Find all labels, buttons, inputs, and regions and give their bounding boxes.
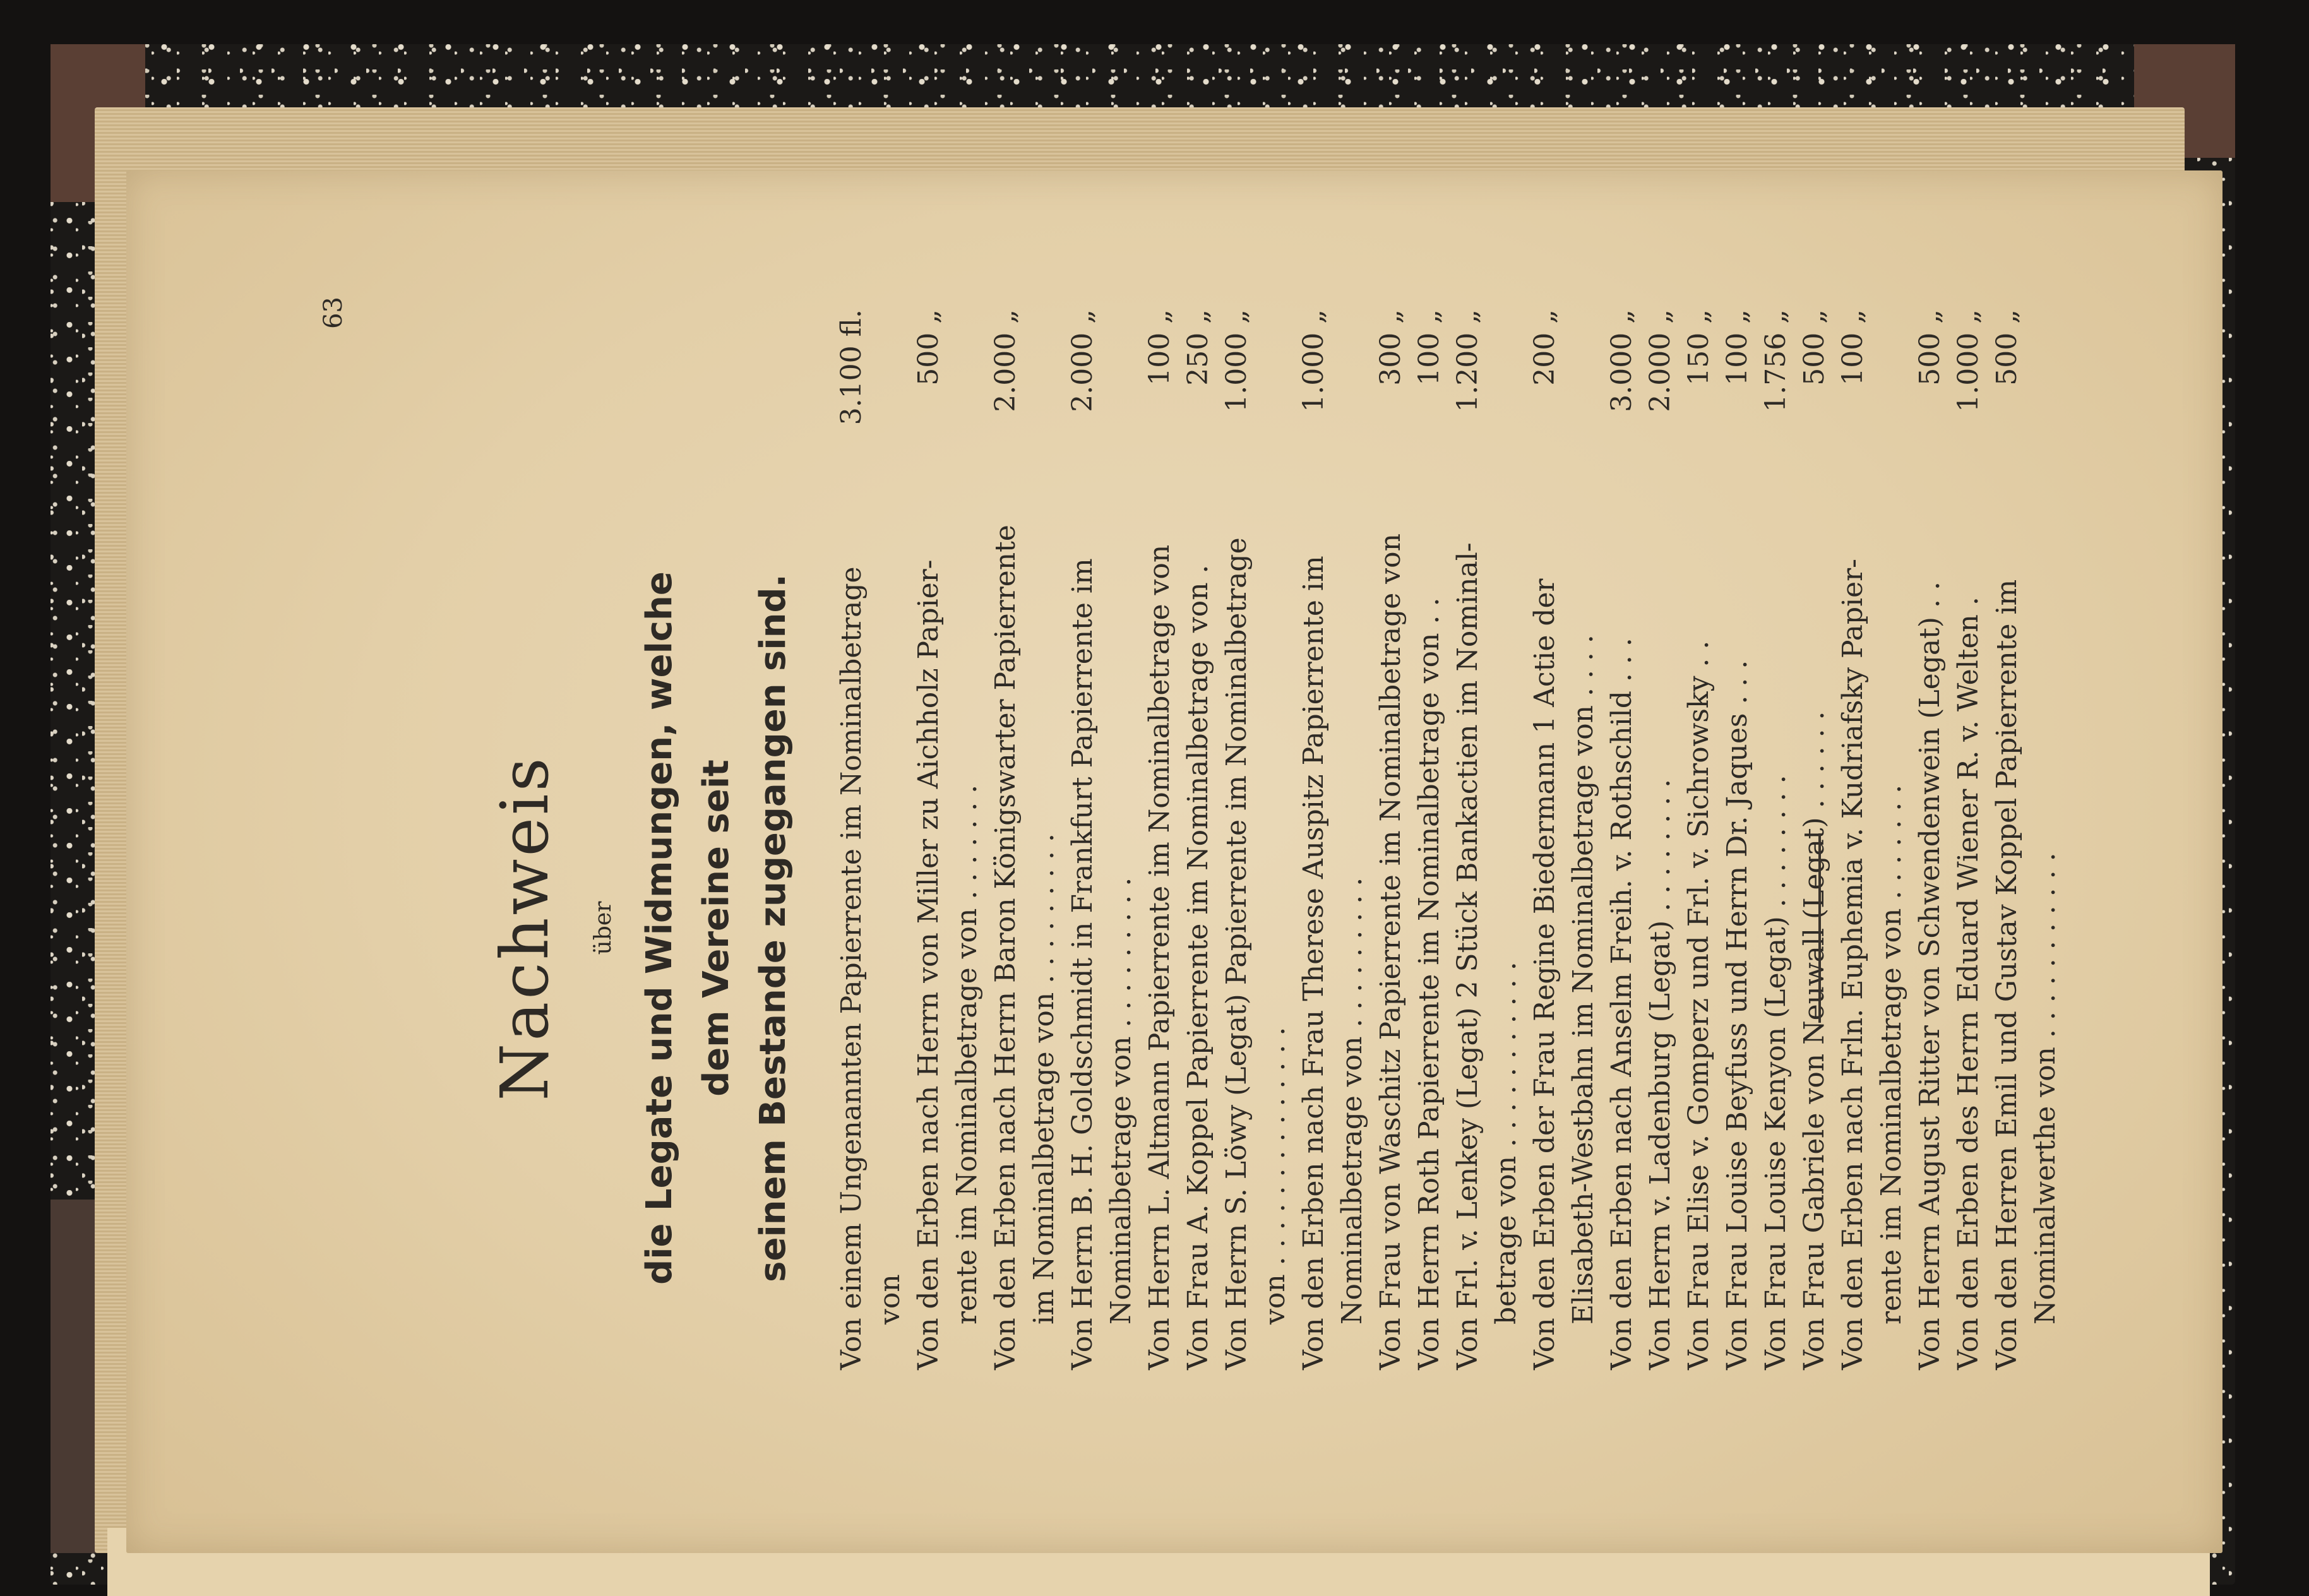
legacy-entry [1641,309,1680,1370]
entry-line: Von Herrn L. Altmann Papierrente im Nominalbetrage von [1143,544,1176,1370]
entry-description [1988,511,2065,1370]
entry-line: Von den Erben der Frau Regine Biedermann 1 Actie der [1529,578,1561,1370]
entry-amount: 250 „ [1182,309,1214,386]
entry-amount: 300 „ [1375,309,1407,386]
entry-description [986,511,1063,1370]
legacy-entry [1949,309,1988,1370]
legacy-entry [1525,309,1602,1370]
entry-description [1410,511,1448,1370]
entry-description [909,511,986,1370]
entry-line: Von den Erben nach Frln. Euphemia v. Kudriafsky Papier- [1837,558,1869,1370]
entry-line: im Nominalbetrage von . . . . . . . . . [1028,833,1060,1325]
entry-line: Von Herrn v. Ladenburg (Legat) . . . . . . . . [1644,778,1676,1370]
legacy-entry [909,309,986,1370]
legacy-entry [1680,309,1718,1370]
legacy-entry [1757,309,1795,1370]
page-subtitle [631,549,802,1307]
entry-line: Von den Erben des Herrn Eduard Wiener R. v. Welten . [1952,597,1984,1370]
entry-line: Von den Erben nach Herrn Baron Königswarter Papierrente [989,525,1022,1370]
entry-line: Von Frau Elise v. Gomperz und Frl. v. Sichrowsky . . [1683,640,1715,1370]
entry-amount: 500 „ [1914,309,1946,386]
entry-amount: 100 „ [1413,309,1445,386]
legacy-entry [832,309,909,1370]
entry-line: Von Frau Louise Beyfuss und Herrn Dr. Jaques . . . [1721,660,1753,1370]
entry-line: Von den Erben nach Anselm Freih. v. Rothschild . . . [1606,638,1638,1370]
legacy-entry [1063,309,1140,1370]
page-number: 63 [319,297,348,329]
legacy-entry [1410,309,1448,1370]
entry-line: Von Frl. v. Lenkey (Legat) 2 Stück Bankactien im Nominal- [1452,542,1484,1370]
legacy-entry [1718,309,1757,1370]
entry-line: Elisabeth-Westbahn im Nominalbetrage von . . . . [1567,634,1599,1325]
entry-amount: 150 „ [1683,309,1715,386]
entry-amount: 500 „ [1991,309,2023,386]
legacy-entry [1217,309,1294,1370]
legacy-entry [1140,309,1179,1370]
entry-line: Von den Herren Emil und Gustav Koppel Papierrente im [1991,579,2023,1370]
legacy-list [832,309,2065,1370]
legacy-entry [1294,309,1371,1370]
entry-description [1448,511,1525,1370]
entry-description [1063,511,1140,1370]
entry-line: Von Frau A. Koppel Papierrente im Nominalbetrage von . [1182,564,1214,1370]
entry-line: Nominalbetrage von . . . . . . . . . [1336,877,1368,1325]
page-text [271,297,2061,1370]
entry-description [1602,511,1641,1370]
entry-amount: 3.100 fl. [835,309,868,426]
entry-line: Von Herrn Roth Papierrente im Nominalbetrage von . . [1413,597,1445,1370]
legacy-entry [1988,309,2065,1370]
entry-amount: 100 „ [1721,309,1753,386]
entry-line: Von den Erben nach Frau Therese Auspitz Papierrente im [1298,556,1330,1370]
entry-amount: 200 „ [1529,309,1561,386]
entry-amount: 1.200 „ [1452,309,1484,412]
entry-line: Von Herrn S. Löwy (Legat) Papierrente im Nominalbetrage [1220,537,1253,1370]
legacy-entry [1834,309,1911,1370]
title-connector: über [590,901,616,955]
entry-amount: 500 „ [1798,309,1830,386]
entry-description [1294,511,1371,1370]
entry-amount: 1.756 „ [1760,309,1792,412]
entry-line: von . . . . . . . . . . . . . . [1259,1027,1291,1325]
entry-amount: 1.000 „ [1220,309,1253,412]
entry-amount: 2.000 „ [1644,309,1676,412]
entry-amount: 2.000 „ [1066,309,1099,412]
entry-description [1911,511,1949,1370]
entry-description [1949,511,1988,1370]
entry-description [1641,511,1680,1370]
entry-line: Nominalbetrage von . . . . . . . . . [1105,877,1137,1325]
entry-line: betrage von . . . . . . . . . . . [1490,962,1522,1325]
legacy-entry [1602,309,1641,1370]
entry-amount: 1.000 „ [1298,309,1330,412]
legacy-entry [1911,309,1949,1370]
entry-description [1140,511,1179,1370]
entry-description [832,511,909,1370]
closing-rule [1818,833,1821,1023]
legacy-entry [986,309,1063,1370]
entry-amount: 100 „ [1837,309,1869,386]
entry-amount: 2.000 „ [989,309,1022,412]
entry-line: Von Herrn August Ritter von Schwendenwein (Legat) . . [1914,581,1946,1370]
entry-description [1757,511,1795,1370]
entry-description [1371,511,1410,1370]
legacy-entry [1795,309,1834,1370]
entry-line: Von einem Ungenannten Papierrente im Nominalbetrage von [835,566,906,1370]
subtitle-line-2: seinem Bestande zugegangen sind. [753,574,794,1282]
entry-description [1525,511,1602,1370]
page-title: Nachweis [486,755,563,1101]
legacy-entry [1448,309,1525,1370]
legacy-entry [1371,309,1410,1370]
entry-description [1217,511,1294,1370]
entry-description [1795,511,1834,1370]
entry-description [1680,511,1718,1370]
entry-amount: 3.000 „ [1606,309,1638,412]
entry-amount: 100 „ [1143,309,1176,386]
entry-line: rente im Nominalbetrage von . . . . . . . [1875,784,1907,1325]
entry-description [1718,511,1757,1370]
entry-line: Von Frau von Waschitz Papierrente im Nominalbetrage von [1375,533,1407,1370]
entry-line: Von den Erben nach Herrn von Miller zu Aichholz Papier- [912,559,945,1370]
subtitle-line-1: die Legate und Widmungen, welche dem Vereine seit [639,571,737,1285]
entry-line: Von Herrn B. H. Goldschmidt in Frankfurt Papierrente im [1066,558,1099,1370]
entry-line: rente im Nominalbetrage von . . . . . . . [951,784,983,1325]
entry-description [1179,511,1217,1370]
entry-line: Von Frau Louise Kenyon (Legat) . . . . . . . . [1760,775,1792,1370]
entry-line: Von Frau Gabriele von Neuwall (Legat) . . . . . . [1798,711,1830,1370]
entry-amount: 500 „ [912,309,945,386]
entry-line: Nominalwerthe von . . . . . . . . . . . [2029,852,2061,1325]
entry-amount: 1.000 „ [1952,309,1984,412]
entry-description [1834,511,1911,1370]
legacy-entry [1179,309,1217,1370]
